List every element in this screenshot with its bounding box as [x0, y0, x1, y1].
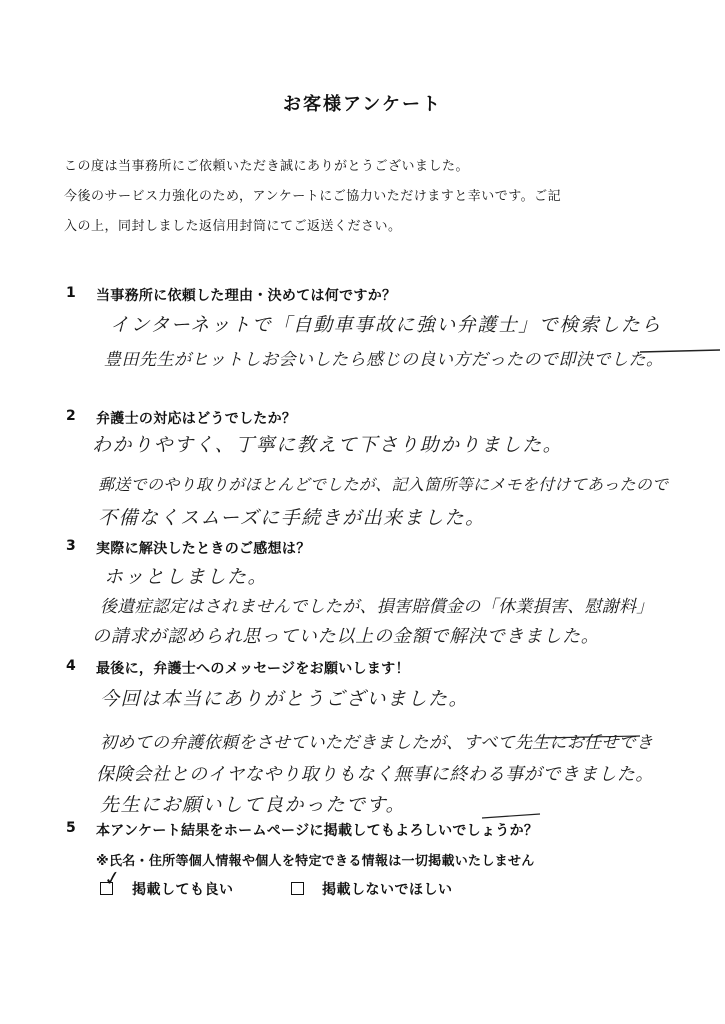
- answer-4-line-2: 初めての弁護依頼をさせていただきましたが、すべて先生にお任せでき: [100, 733, 654, 753]
- question-3-text: 実際に解決したときのご感想は？: [96, 541, 311, 557]
- answer-2-line-1: わかりやすく、丁寧に教えて下さり助かりました。: [92, 434, 564, 456]
- question-2-number: 2: [66, 408, 76, 424]
- answer-1-line-1: インターネットで「自動車事故に強い弁護士」で検索したら: [110, 314, 662, 336]
- answer-4-line-3: 保険会社とのイヤなやり取りもなく無事に終わる事ができました。: [96, 764, 654, 785]
- checkmark-icon: ✓: [102, 864, 123, 892]
- question-3-number: 3: [66, 538, 76, 554]
- answer-3-line-3: の請求が認められ思っていた以上の金額で解決できました。: [92, 626, 600, 647]
- privacy-note: ※氏名・住所等個人情報や個人を特定できる情報は一切掲載いたしません: [96, 854, 535, 869]
- intro-line-2: 今後のサービス力強化のため，アンケートにご協力いただけますと幸いです。ご記: [64, 189, 562, 204]
- question-4-text: 最後に，弁護士へのメッセージをお願いします！: [96, 661, 410, 677]
- question-5-number: 5: [66, 820, 76, 836]
- answer-4-line-4: 先生にお願いして良かったです。: [100, 794, 406, 816]
- page-title: お客様アンケート: [283, 94, 442, 115]
- answer-3-line-1: ホッとしました。: [104, 566, 269, 588]
- answer-1-line-2: 豊田先生がヒットしお会いしたら感じの良い方だったので即決でした。: [104, 350, 664, 370]
- answer-2-line-3: 不備なくスムーズに手続きが出来ました。: [98, 507, 486, 529]
- question-2-text: 弁護士の対応はどうでしたか？: [96, 411, 297, 427]
- question-1-number: 1: [66, 285, 76, 301]
- option-2-label: 掲載しないでほしい: [322, 882, 453, 898]
- answer-2-line-2: 郵送でのやり取りがほとんどでしたが、記入箇所等にメモを付けてあったので: [98, 475, 669, 494]
- intro-line-3: 入の上，同封しました返信用封筒にてご返送ください。: [64, 219, 402, 234]
- question-5-text: 本アンケート結果をホームページに掲載してもよろしいでしょうか？: [96, 823, 539, 839]
- option-1-label: 掲載しても良い: [132, 882, 234, 898]
- intro-line-1: この度は当事務所にご依頼いただき誠にありがとうございました。: [64, 159, 470, 174]
- answer-3-line-2: 後遺症認定はされませんでしたが、損害賠償金の「休業損害、慰謝料」: [100, 597, 654, 617]
- question-1-text: 当事務所に依頼した理由・決めては何ですか？: [96, 288, 397, 304]
- answer-4-line-1: 今回は本当にありがとうございました。: [100, 688, 470, 710]
- question-4-number: 4: [66, 658, 76, 674]
